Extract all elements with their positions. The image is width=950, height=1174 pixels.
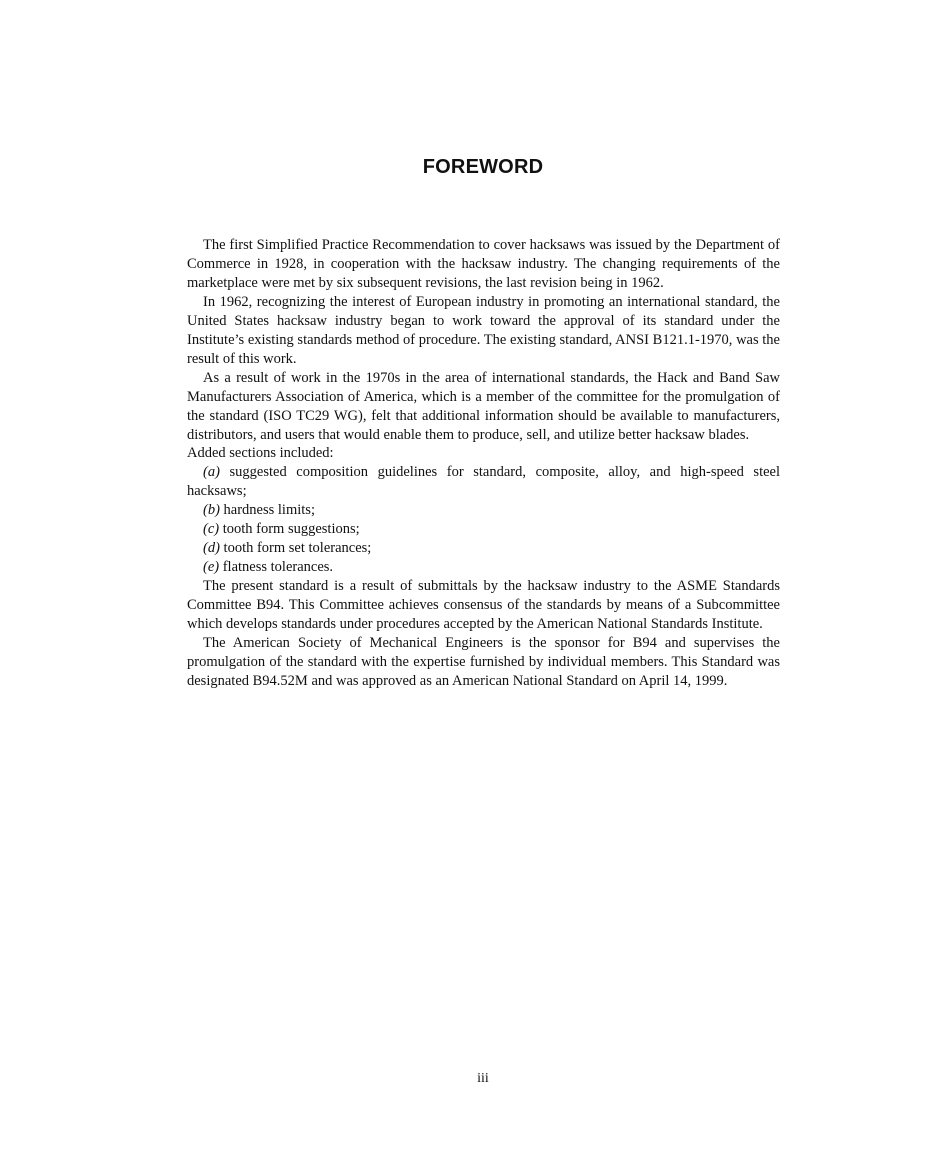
list-item-marker: (b)	[203, 502, 220, 519]
paragraph-1962: In 1962, recognizing the interest of European industry in promoting an international standard, the United States hacksaw industry began to work toward the approval of its standard under the Institute’s existing standards method of procedure. The existing standard, ANSI B121.1-1970, was the result of this work.	[187, 293, 780, 367]
list-item-marker: (a)	[203, 464, 220, 481]
list-item	[187, 501, 780, 520]
paragraph-history: The first Simplified Practice Recommendation to cover hacksaws was issued by the Department of Commerce in 1928, in cooperation with the hacksaw industry. The changing requirements of the marketplace were met by six subsequent revisions, the last revision being in 1962.	[187, 237, 780, 291]
foreword-body	[187, 236, 780, 691]
list-item-text: suggested composition guidelines for standard, composite, alloy, and high-speed steel hacksaws;	[187, 464, 780, 500]
paragraph-sponsor: The American Society of Mechanical Engineers is the sponsor for B94 and supervises the promulgation of the standard with the expertise furnished by individual members. This Standard was designated B94.52M and was approved as an American National Standard on April 14, 1999.	[187, 635, 780, 689]
page-title: FOREWORD	[422, 156, 544, 178]
list-item-marker: (e)	[203, 559, 220, 576]
paragraph-1970s: As a result of work in the 1970s in the area of international standards, the Hack and Band Saw Manufacturers Association of America, which is a member of the committee for the promulgation of the standard (ISO TC29 WG), felt that additional information should be available to manufacturers, distributors, and users that would enable them to produce, sell, and utilize better hacksaw blades.	[187, 369, 780, 443]
list-item-text: hardness limits;	[223, 502, 315, 519]
paragraph-present-standard: The present standard is a result of submittals by the hacksaw industry to the ASME Standards Committee B94. This Committee achieves consensus of the standards by means of a Subcommittee which develops standards under procedures accepted by the American National Standards Institute.	[187, 578, 780, 633]
list-item	[187, 463, 780, 501]
list-item-text: tooth form suggestions;	[222, 521, 360, 538]
list-item-marker: (d)	[203, 540, 220, 557]
page-number: iii	[477, 1071, 489, 1086]
added-sections-intro: Added sections included:	[187, 445, 334, 462]
list-item-text: flatness tolerances.	[222, 559, 334, 576]
list-item-text: tooth form set tolerances;	[223, 540, 372, 557]
list-item	[187, 558, 780, 577]
list-item-marker: (c)	[203, 521, 220, 538]
list-item	[187, 539, 780, 558]
list-item	[187, 520, 780, 539]
